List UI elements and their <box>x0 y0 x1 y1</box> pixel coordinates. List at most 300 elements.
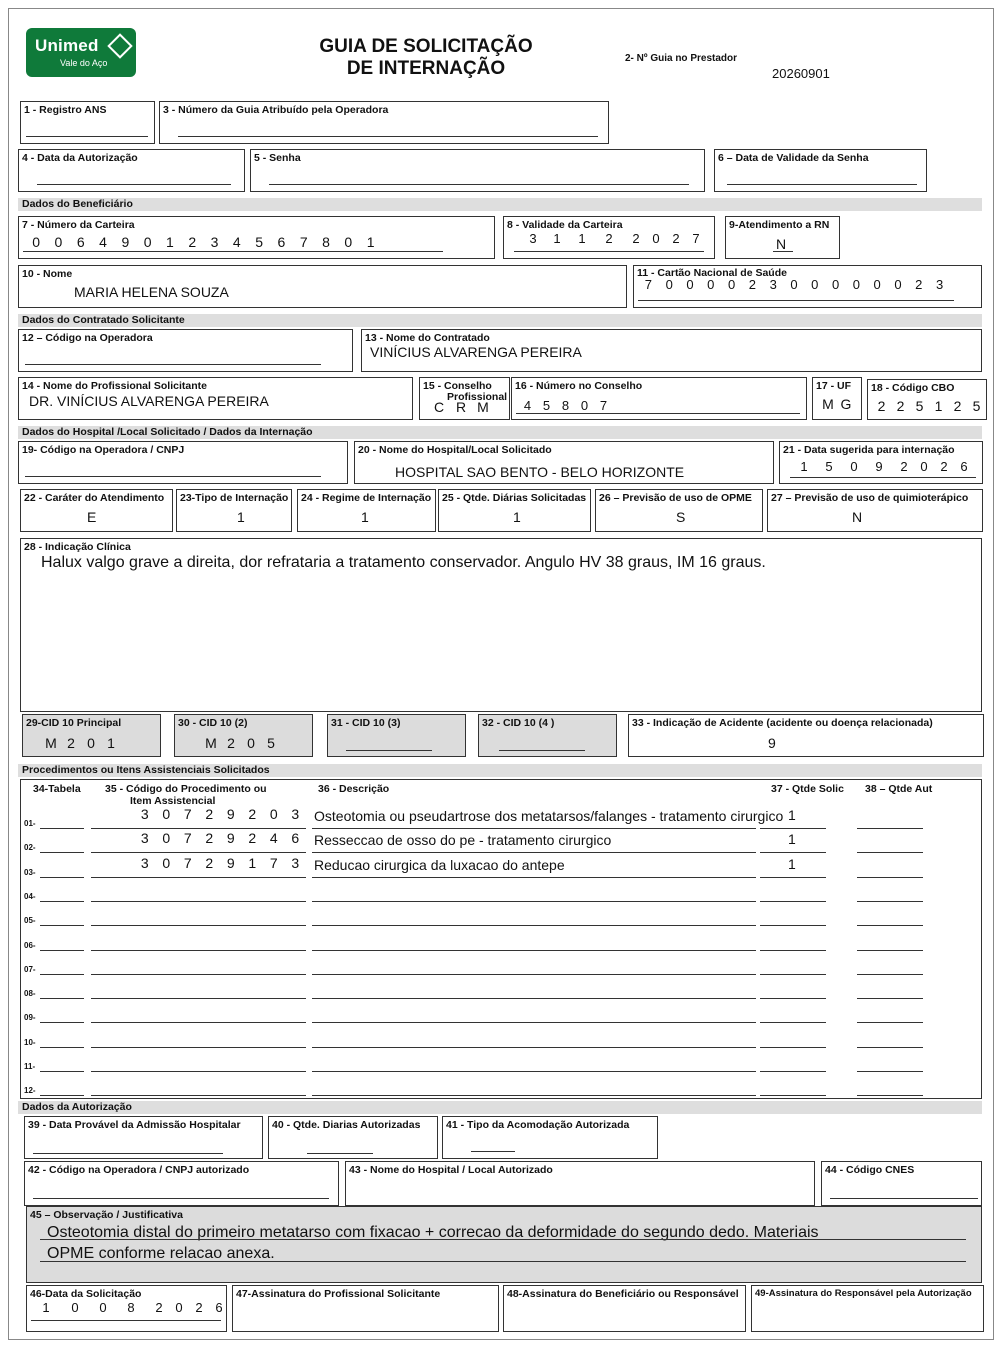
digit: 2 <box>940 459 948 474</box>
digit: 0 <box>54 234 63 250</box>
digit: 0 <box>665 277 673 292</box>
ticks <box>638 292 954 301</box>
row-number: 06- <box>24 940 36 950</box>
digit: 1 <box>248 854 257 871</box>
digit: 5 <box>542 398 551 413</box>
digit: 7 <box>269 854 278 871</box>
label-cid-3: 31 - CID 10 (3) <box>331 717 401 729</box>
label-profissional-solicitante: 14 - Nome do Profissional Solicitante <box>22 380 207 392</box>
digit: 3 <box>291 806 300 822</box>
ticks <box>516 405 800 414</box>
label-numero-carteira: 7 - Número da Carteira <box>22 219 135 231</box>
digit: 0 <box>811 277 819 292</box>
col-qtde-aut: 38 – Qtde Aut <box>865 783 933 795</box>
codigo-ticks <box>91 1014 306 1023</box>
digit: 4 <box>523 398 532 413</box>
ticks <box>23 243 443 252</box>
col-qtde-solic: 37 - Qtde Solic <box>771 783 844 795</box>
codigo-digits <box>134 855 306 871</box>
descricao-text: Osteotomia ou pseudartrose dos metatarsos/falanges - tratamento cirurgico <box>314 808 784 824</box>
digit: 7 <box>183 830 192 847</box>
letter: M <box>477 399 489 415</box>
row-number: 07- <box>24 964 36 974</box>
field-numero-guia-operadora[interactable] <box>159 101 609 144</box>
qtde-aut-ticks <box>857 844 923 853</box>
digit: 0 <box>790 277 798 292</box>
row-number: 09- <box>24 1013 36 1023</box>
digit: 9 <box>875 459 883 474</box>
digit: 1 <box>166 234 174 250</box>
descricao-line <box>312 997 756 999</box>
codigo-ticks <box>91 942 306 951</box>
qtde-solic-ticks <box>760 966 826 975</box>
label-indicacao-clinica: 28 - Indicação Clínica <box>24 541 131 553</box>
conselho-letters <box>428 399 494 415</box>
letter: R <box>455 399 467 415</box>
codigo-digits <box>134 806 306 822</box>
field-previsao-quimio[interactable] <box>767 489 983 532</box>
field-nome[interactable] <box>18 265 627 308</box>
digit: 4 <box>269 830 278 847</box>
digit: 0 <box>580 398 589 413</box>
qtde-aut-ticks <box>857 917 923 926</box>
digit: 6 <box>960 459 968 474</box>
logo-brand: Unimed <box>35 36 99 55</box>
digit: 4 <box>232 234 241 250</box>
codigo-ticks <box>91 1063 306 1072</box>
procedure-row[interactable] <box>22 1029 932 1051</box>
digit: 8 <box>561 398 570 413</box>
profissional-value: DR. VINÍCIUS ALVARENGA PEREIRA <box>29 393 269 409</box>
label-data-sugerida: 21 - Data sugerida para internação <box>783 444 955 456</box>
procedure-row[interactable] <box>22 1077 932 1099</box>
label-assinatura-profissional: 47-Assinatura do Profissional Solicitante <box>236 1288 441 1300</box>
label-hospital-solicitado: 20 - Nome do Hospital/Local Solicitado <box>358 444 552 456</box>
codigo-ticks <box>91 990 306 999</box>
tabela-ticks <box>40 1014 84 1023</box>
digit: 7 <box>692 231 700 246</box>
ticks <box>37 176 231 185</box>
digit: 2 <box>205 854 214 871</box>
digit: 9 <box>226 854 235 871</box>
codigo-ticks <box>91 966 306 975</box>
qtde-solic-value: 1 <box>788 807 796 823</box>
digit: 0 <box>707 277 715 292</box>
label-assinatura-beneficiario: 48-Assinatura do Beneficiário ou Responsável <box>507 1288 739 1300</box>
field-qtde-diarias[interactable] <box>438 489 591 532</box>
label-diarias-autorizadas: 40 - Qtde. Diarias Autorizadas <box>272 1119 421 1131</box>
qtde-solic-ticks <box>760 942 826 951</box>
letter: M <box>822 396 834 412</box>
ticks <box>269 176 689 185</box>
letter: C <box>433 399 445 415</box>
digit: 3 <box>291 854 300 871</box>
label-indicacao-acidente: 33 - Indicação de Acidente (acidente ou doença relacionada) <box>632 717 933 729</box>
field-codigo-cnpj-autorizado[interactable] <box>24 1161 339 1206</box>
digit: 9 <box>121 234 130 250</box>
diarias-value: 1 <box>513 509 521 525</box>
acidente-value: 9 <box>768 735 776 751</box>
digit: 7 <box>644 277 653 292</box>
ticks <box>33 1190 329 1199</box>
qtde-solic-ticks <box>760 1014 826 1023</box>
row-number: 11- <box>24 1062 36 1071</box>
digit: 5 <box>972 398 981 414</box>
field-observacao[interactable] <box>26 1206 982 1283</box>
field-hospital-solicitado[interactable] <box>354 441 774 484</box>
field-codigo-operadora[interactable] <box>18 329 353 372</box>
nome-value: MARIA HELENA SOUZA <box>74 284 229 300</box>
title-line-1: GUIA DE SOLICITAÇÃO <box>319 36 533 57</box>
qtde-aut-ticks <box>857 966 923 975</box>
procedure-row[interactable] <box>22 1004 932 1026</box>
section-contratado: Dados do Contratado Solicitante <box>18 314 982 327</box>
label-numero-conselho: 16 - Número no Conselho <box>515 380 643 392</box>
tabela-ticks <box>40 844 84 853</box>
field-validade-carteira[interactable] <box>503 216 715 259</box>
label-codigo-cbo: 18 - Código CBO <box>871 382 955 394</box>
codigo-ticks <box>91 1039 306 1048</box>
ticks <box>514 243 704 252</box>
field-diarias-autorizadas[interactable] <box>268 1116 438 1159</box>
row-number: 05- <box>24 916 36 926</box>
qtde-solic-ticks <box>760 1087 826 1096</box>
digit: 4 <box>99 234 107 250</box>
label-nome: 10 - Nome <box>22 268 73 280</box>
label-assinatura-autorizacao: 49-Assinatura do Responsável pela Autorização <box>755 1288 972 1299</box>
field-numero-conselho[interactable] <box>511 377 807 420</box>
descricao-line <box>312 1094 756 1096</box>
procedure-row[interactable] <box>22 806 932 832</box>
field-cid-3[interactable] <box>327 714 466 757</box>
digit: 2 <box>915 277 923 292</box>
qtde-solic-ticks <box>760 990 826 999</box>
label-validade-carteira: 8 - Validade da Carteira <box>507 219 623 231</box>
section-procedimentos: Procedimentos ou Itens Assistenciais Solicitados <box>18 764 982 777</box>
tipo-internacao-value: 1 <box>237 509 245 525</box>
field-tipo-internacao[interactable] <box>176 489 292 532</box>
ticks <box>790 469 976 478</box>
digit: 3 <box>769 277 777 292</box>
label-registro-ans: 1 - Registro ANS <box>24 104 107 116</box>
field-cartao-nacional-saude[interactable] <box>633 265 982 308</box>
logo-sub: Vale do Aço <box>60 58 108 68</box>
field-assinatura-profissional[interactable] <box>232 1285 499 1332</box>
ticks <box>499 742 585 751</box>
ticks <box>727 176 917 185</box>
qtde-solic-value: 1 <box>788 855 796 872</box>
digit: 2 <box>632 231 640 246</box>
descricao-line <box>312 851 756 853</box>
digit: 0 <box>143 234 152 250</box>
qtde-solic-value: 1 <box>788 831 796 848</box>
label-uf: 17 - UF <box>816 380 852 392</box>
field-conselho[interactable] <box>419 377 510 420</box>
label-tipo-internacao: 23-Tipo de Internação <box>180 492 289 504</box>
digit: 3 <box>529 231 537 246</box>
tabela-ticks <box>40 893 84 902</box>
char: 0 <box>87 735 95 751</box>
digit: 0 <box>831 277 840 292</box>
digit: 2 <box>953 398 962 414</box>
form-title <box>296 36 556 80</box>
digit: 7 <box>299 234 308 250</box>
digit: 2 <box>877 398 886 414</box>
field-assinatura-autorizacao[interactable] <box>751 1285 984 1332</box>
label-data-admissao: 39 - Data Provável da Admissão Hospitalar <box>28 1119 241 1131</box>
cid-principal-chars <box>41 735 121 751</box>
digit: 1 <box>42 1300 50 1315</box>
field-data-admissao[interactable] <box>24 1116 263 1159</box>
codigo-ticks <box>91 917 306 926</box>
col-codigo: 35 - Código do Procedimento ou <box>105 783 267 795</box>
digit: 0 <box>920 459 928 474</box>
field-data-autorizacao[interactable] <box>18 149 245 192</box>
obs-rule-2 <box>40 1261 966 1262</box>
field-registro-ans[interactable] <box>20 101 155 144</box>
digit: 2 <box>896 398 905 414</box>
digit: 0 <box>162 830 171 847</box>
char: 1 <box>107 735 115 751</box>
char: 2 <box>227 735 235 751</box>
label-carater-atendimento: 22 - Caráter do Atendimento <box>24 492 165 504</box>
ticks <box>830 1190 978 1199</box>
field-uf[interactable] <box>812 377 862 420</box>
field-codigo-operadora-cnpj[interactable] <box>18 441 348 484</box>
guia-prestador-value: 20260901 <box>772 66 830 81</box>
descricao-text: Reducao cirurgica da luxacao do antepe <box>314 856 565 873</box>
label-cid-2: 30 - CID 10 (2) <box>178 717 248 729</box>
descricao-line <box>312 1070 756 1072</box>
tabela-ticks <box>40 869 84 878</box>
field-cid-4[interactable] <box>478 714 617 757</box>
descricao-line <box>312 973 756 975</box>
procedure-row[interactable] <box>22 854 932 881</box>
field-hospital-autorizado[interactable] <box>345 1161 815 1206</box>
row-number: 02- <box>24 843 36 853</box>
digit: 2 <box>748 277 756 292</box>
digit: 6 <box>291 830 300 847</box>
digit: 2 <box>155 1300 163 1315</box>
cns-digits <box>638 277 950 292</box>
digit: 1 <box>934 398 943 414</box>
title-line-2: DE INTERNAÇÃO <box>346 58 506 79</box>
digit: 0 <box>162 854 171 871</box>
field-data-solicitacao[interactable] <box>26 1285 227 1332</box>
field-codigo-cbo[interactable] <box>867 379 987 420</box>
tabela-ticks <box>40 942 84 951</box>
ticks <box>346 742 432 751</box>
indicacao-clinica-value: Halux valgo grave a direita, dor refrataria a tratamento conservador. Angulo HV 38 graus, IM 16 graus. <box>41 554 766 571</box>
digit: 7 <box>183 806 192 822</box>
digit: 6 <box>76 234 85 250</box>
descricao-line <box>312 900 756 902</box>
descricao-line <box>312 1021 756 1023</box>
descricao-line <box>312 876 756 878</box>
qtde-aut-ticks <box>857 1039 923 1048</box>
digit: 5 <box>915 398 924 414</box>
procedure-row[interactable] <box>22 830 932 856</box>
qtde-solic-ticks <box>760 893 826 902</box>
digit: 6 <box>215 1300 223 1315</box>
digit: 2 <box>195 1300 203 1315</box>
section-beneficiario: Dados do Beneficiário <box>18 198 982 211</box>
char: M <box>205 735 217 751</box>
label-codigo-cnpj-autorizado: 42 - Código na Operadora / CNPJ autorizado <box>28 1164 250 1176</box>
label-data-autorizacao: 4 - Data da Autorização <box>22 152 138 164</box>
qtde-aut-ticks <box>857 990 923 999</box>
digit: 0 <box>686 277 694 292</box>
label-cid-principal: 29-CID 10 Principal <box>26 717 122 729</box>
qtde-aut-ticks <box>857 1087 923 1096</box>
field-profissional-solicitante[interactable] <box>18 377 413 420</box>
label-conselho-profissional: Profissional <box>447 391 508 403</box>
unimed-logo <box>26 28 136 77</box>
digit: 9 <box>226 830 235 847</box>
procedure-row[interactable] <box>22 907 932 929</box>
digit: 3 <box>140 806 149 822</box>
section-hospital: Dados do Hospital /Local Solicitado / Dados da Internação <box>18 426 982 439</box>
digit: 3 <box>935 277 944 292</box>
digit: 7 <box>599 398 608 413</box>
qtde-solic-ticks <box>760 1063 826 1072</box>
label-observacao: 45 – Observação / Justificativa <box>30 1209 183 1221</box>
descricao-line <box>312 827 756 829</box>
col-codigo-sub: Item Assistencial <box>130 795 216 807</box>
ticks <box>471 1143 515 1152</box>
ticks <box>307 1145 373 1154</box>
label-cid-4: 32 - CID 10 (4 ) <box>482 717 555 729</box>
field-indicacao-acidente[interactable] <box>628 714 984 757</box>
char: 2 <box>67 735 75 751</box>
digit: 2 <box>188 234 197 250</box>
digit: 1 <box>553 231 561 246</box>
hospital-value: HOSPITAL SAO BENTO - BELO HORIZONTE <box>395 464 685 480</box>
descricao-line <box>312 949 756 951</box>
digit: 0 <box>344 234 353 250</box>
field-nome-contratado[interactable] <box>361 329 982 372</box>
carater-value: E <box>87 509 97 525</box>
row-number: 03- <box>24 867 36 877</box>
tabela-ticks <box>40 820 84 829</box>
qtde-aut-ticks <box>857 942 923 951</box>
qtde-solic-ticks <box>760 1039 826 1048</box>
label-hospital-autorizado: 43 - Nome do Hospital / Local Autorizado <box>349 1164 553 1176</box>
ticks <box>178 128 598 137</box>
field-tipo-acomodacao[interactable] <box>442 1116 658 1159</box>
label-validade-senha: 6 – Data de Validade da Senha <box>718 152 869 164</box>
ticks <box>33 1145 223 1154</box>
field-cid-2[interactable] <box>174 714 313 757</box>
descricao-line <box>312 1046 756 1048</box>
descricao-line <box>312 924 756 926</box>
field-senha[interactable] <box>250 149 705 192</box>
logo-mark-icon <box>107 33 132 58</box>
col-tabela: 34-Tabela <box>33 783 81 795</box>
digit: 5 <box>255 234 264 250</box>
field-assinatura-beneficiario[interactable] <box>503 1285 746 1332</box>
field-validade-senha[interactable] <box>714 149 927 192</box>
section-autorizacao: Dados da Autorização <box>18 1101 982 1114</box>
digit: 3 <box>140 854 149 871</box>
label-codigo-operadora: 12 – Código na Operadora <box>22 332 153 344</box>
procedure-row[interactable] <box>22 956 932 978</box>
digit: 0 <box>162 806 171 822</box>
qtde-aut-ticks <box>857 893 923 902</box>
ticks <box>26 128 148 137</box>
codigo-ticks <box>91 1087 306 1096</box>
digit: 0 <box>32 234 41 250</box>
label-nome-contratado: 13 - Nome do Contratado <box>365 332 490 344</box>
field-atendimento-rn[interactable] <box>725 216 840 259</box>
digit: 6 <box>277 234 286 250</box>
label-atendimento-rn: 9-Atendimento a RN <box>729 219 830 231</box>
tabela-ticks <box>40 1039 84 1048</box>
tabela-ticks <box>40 990 84 999</box>
field-carater-atendimento[interactable] <box>20 489 173 532</box>
atendimento-rn-value: N <box>776 236 787 252</box>
procedure-row[interactable] <box>22 980 932 1002</box>
digit: 0 <box>727 277 736 292</box>
qtde-aut-ticks <box>857 1063 923 1072</box>
field-codigo-cnes[interactable] <box>821 1161 982 1206</box>
field-regime-internacao[interactable] <box>297 489 436 532</box>
digit: 1 <box>578 231 586 246</box>
label-previsao-quimio: 27 – Previsão de uso de quimioterápico <box>771 492 969 504</box>
uf-letters <box>819 396 855 412</box>
procedure-row[interactable] <box>22 883 932 905</box>
digit: 2 <box>672 231 680 246</box>
digit: 2 <box>605 231 613 246</box>
quimio-value: N <box>852 509 863 525</box>
digit: 0 <box>652 231 660 246</box>
row-number: 08- <box>24 989 36 999</box>
field-numero-carteira[interactable] <box>18 216 495 259</box>
nome-contratado-value: VINÍCIUS ALVARENGA PEREIRA <box>370 344 582 360</box>
qtde-aut-ticks <box>857 869 923 878</box>
digit: 3 <box>210 234 219 250</box>
procedure-row[interactable] <box>22 932 932 954</box>
digit: 2 <box>205 806 214 822</box>
digit: 7 <box>183 854 192 871</box>
digit: 0 <box>99 1300 107 1315</box>
ticks <box>25 356 321 365</box>
label-regime-internacao: 24 - Regime de Internação <box>301 492 432 504</box>
tabela-ticks <box>40 1063 84 1072</box>
field-indicacao-clinica[interactable] <box>20 538 982 712</box>
procedure-row[interactable] <box>22 1053 932 1075</box>
digit: 0 <box>269 806 278 822</box>
row-number: 12- <box>24 1086 36 1096</box>
digit: 9 <box>226 806 235 822</box>
label-data-solicitacao: 46-Data da Solicitação <box>30 1288 142 1300</box>
digit: 2 <box>248 830 257 847</box>
char: 5 <box>267 735 275 751</box>
codigo-digits <box>134 830 306 846</box>
digit: 8 <box>322 234 330 250</box>
descricao-text: Resseccao de osso do pe - tratamento cirurgico <box>314 832 612 849</box>
digit: 0 <box>850 459 858 474</box>
tabela-ticks <box>40 966 84 975</box>
label-qtde-diarias: 25 - Qtde. Diárias Solicitadas <box>442 492 587 504</box>
field-previsao-opme[interactable] <box>595 489 763 532</box>
row-number: 01- <box>24 819 36 828</box>
digit: 0 <box>175 1300 183 1315</box>
field-cid-principal[interactable] <box>22 714 161 757</box>
tabela-ticks <box>40 1087 84 1096</box>
qtde-solic-ticks <box>760 917 826 926</box>
field-data-sugerida[interactable] <box>779 441 983 484</box>
